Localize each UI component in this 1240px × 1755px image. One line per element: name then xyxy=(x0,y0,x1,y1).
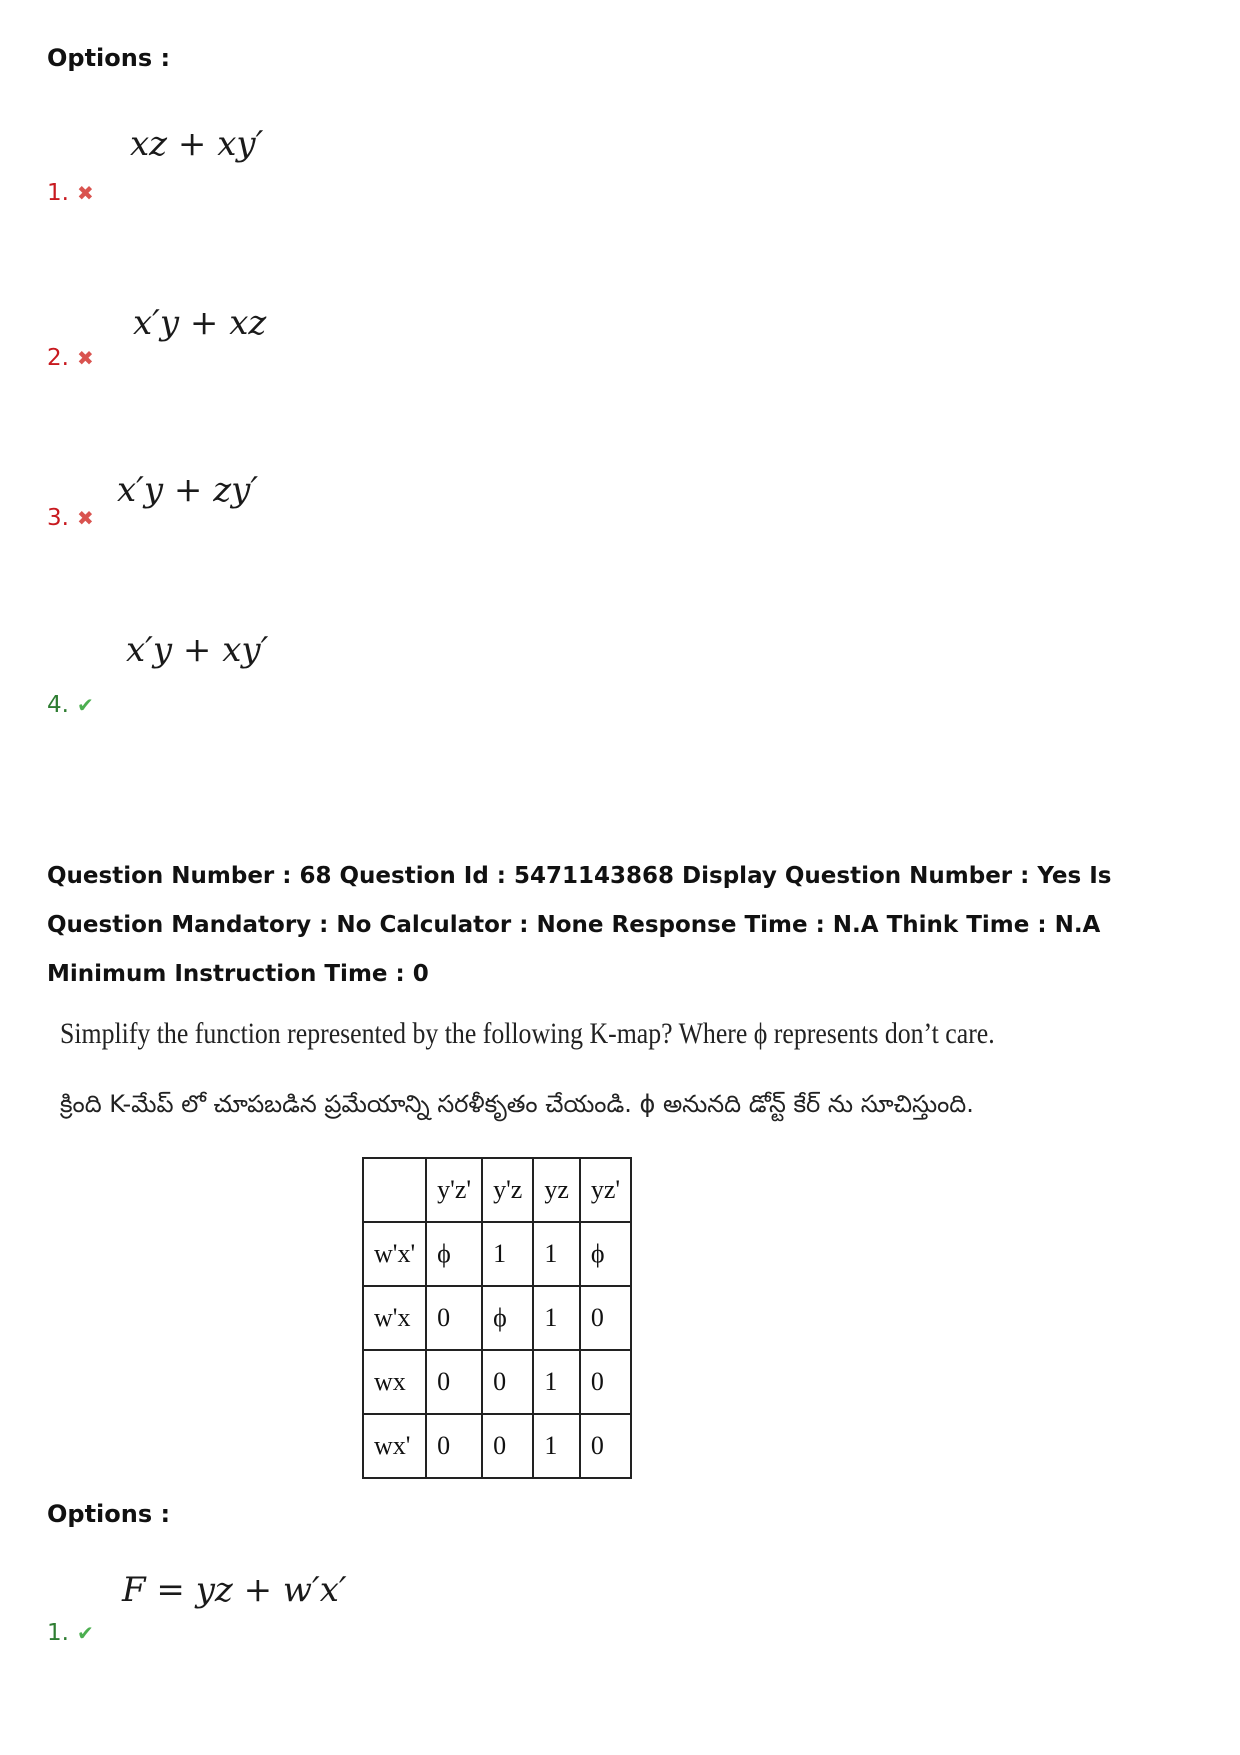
kmap-cell: 0 xyxy=(580,1350,631,1414)
kmap-cell: 0 xyxy=(580,1286,631,1350)
kmap-row xyxy=(363,1414,631,1478)
kmap-cell: 0 xyxy=(482,1350,533,1414)
option-4-expression: x′y + xy′ xyxy=(126,630,269,670)
kmap-row-label: w'x' xyxy=(363,1222,426,1286)
question-stem-telugu: క్రింది K-మేప్ లో చూపబడిన ప్రమేయాన్ని సరళీకృతం చేయండి. ϕ అనునది డోన్ట్ కేర్ ను సూచిస్తుంది. xyxy=(60,1090,974,1118)
kmap-row-label: wx' xyxy=(363,1414,426,1478)
option-2-label: 2. xyxy=(47,345,69,371)
question-metadata: Question Number : 68 Question Id : 5471143868 Display Question Number : Yes Is Question Mandatory : No Calculator : None Response Time : N.A Think Time : N.A Minimum Instruction Time : 0 xyxy=(47,863,1112,987)
kmap-cell: ϕ xyxy=(426,1222,482,1286)
kmap-cell: 0 xyxy=(426,1350,482,1414)
kmap-cell: 0 xyxy=(426,1414,482,1478)
kmap-col-header: y'z xyxy=(482,1158,533,1222)
kmap-row-label: wx xyxy=(363,1350,426,1414)
kmap-row xyxy=(363,1350,631,1414)
question-stem-english: Simplify the function represented by the following K-map? Where ϕ represents don’t care. xyxy=(60,1017,995,1050)
wrong-mark-icon: ✖ xyxy=(76,346,94,370)
kmap-cell: 1 xyxy=(533,1286,580,1350)
kmap-row xyxy=(363,1222,631,1286)
option-1-label: 1. xyxy=(47,1620,69,1646)
kmap-cell: 1 xyxy=(482,1222,533,1286)
option-3-label: 3. xyxy=(47,505,69,531)
wrong-mark-icon: ✖ xyxy=(76,181,94,205)
options-heading: Options : xyxy=(47,44,171,72)
kmap-col-header: yz xyxy=(533,1158,580,1222)
option-1-number xyxy=(47,1620,94,1646)
option-1-expression: F = yz + w′x′ xyxy=(122,1570,347,1610)
kmap-col-header: y'z' xyxy=(426,1158,482,1222)
wrong-mark-icon: ✖ xyxy=(76,506,94,530)
kmap-row-label: w'x xyxy=(363,1286,426,1350)
option-3-number xyxy=(47,505,94,531)
kmap-cell: 1 xyxy=(533,1414,580,1478)
kmap-cell: ϕ xyxy=(482,1286,533,1350)
kmap-header-row xyxy=(363,1158,631,1222)
kmap-cell: ϕ xyxy=(580,1222,631,1286)
option-1-expression: xz + xy′ xyxy=(130,124,264,164)
options-heading-2: Options : xyxy=(47,1500,171,1528)
kmap-cell: 0 xyxy=(482,1414,533,1478)
kmap-cell: 0 xyxy=(580,1414,631,1478)
kmap-cell: 0 xyxy=(426,1286,482,1350)
option-1-number xyxy=(47,180,94,206)
option-2-number xyxy=(47,345,94,371)
check-mark-icon: ✔ xyxy=(76,693,94,717)
option-1-label: 1. xyxy=(47,180,69,206)
kmap-table xyxy=(362,1157,632,1479)
kmap-corner-cell xyxy=(363,1158,426,1222)
option-4-number xyxy=(47,692,94,718)
kmap-col-header: yz' xyxy=(580,1158,631,1222)
option-2-expression: x′y + xz xyxy=(133,303,267,343)
kmap-cell: 1 xyxy=(533,1222,580,1286)
option-4-label: 4. xyxy=(47,692,69,718)
kmap-row xyxy=(363,1286,631,1350)
kmap-cell: 1 xyxy=(533,1350,580,1414)
check-mark-icon: ✔ xyxy=(76,1621,94,1645)
option-3-expression: x′y + zy′ xyxy=(117,470,259,510)
